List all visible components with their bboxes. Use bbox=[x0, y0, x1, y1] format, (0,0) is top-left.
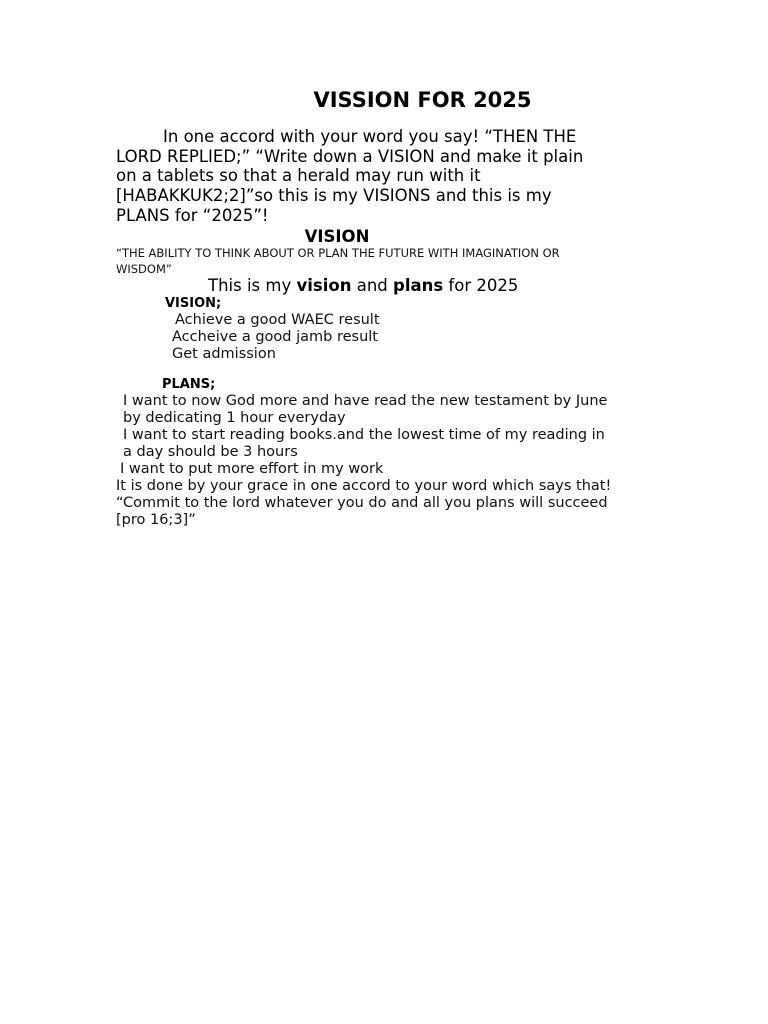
vision-definition bbox=[116, 246, 656, 277]
vision-list-label: VISION; bbox=[165, 296, 222, 311]
statement-plans-word: plans bbox=[393, 276, 444, 295]
plan-line: a day should be 3 hours bbox=[123, 444, 298, 460]
statement-text: and bbox=[351, 276, 394, 295]
plan-line: by dedicating 1 hour everyday bbox=[123, 410, 346, 426]
vision-heading: VISION bbox=[304, 227, 370, 246]
statement-text: for 2025 bbox=[443, 276, 519, 295]
vision-item: Get admission bbox=[172, 346, 276, 362]
intro-line: In one accord with your word you say! “THEN THE bbox=[163, 127, 577, 146]
vision-plans-statement bbox=[208, 276, 518, 296]
intro-line: [HABAKKUK2;2]”so this is my VISIONS and this is my bbox=[116, 186, 552, 206]
intro-line: LORD REPLIED;” “Write down a VISION and make it plain bbox=[116, 146, 584, 166]
plan-line: I want to put more effort in my work bbox=[120, 461, 384, 477]
statement-text: This is my bbox=[208, 276, 297, 295]
intro-line: on a tablets so that a herald may run with it bbox=[116, 166, 481, 186]
definition-line: “THE ABILITY TO THINK ABOUT OR PLAN THE FUTURE WITH IMAGINATION OR bbox=[116, 246, 560, 260]
vision-item: Achieve a good WAEC result bbox=[175, 312, 380, 328]
definition-line: WISDOM” bbox=[116, 261, 172, 276]
document-title: VISSION FOR 2025 bbox=[313, 88, 532, 112]
plans-list-label: PLANS; bbox=[162, 377, 216, 392]
intro-paragraph bbox=[116, 127, 656, 226]
closing-line: [pro 16;3]” bbox=[116, 512, 196, 528]
statement-vision-word: vision bbox=[296, 276, 352, 295]
plan-line: I want to start reading books.and the lowest time of my reading in bbox=[123, 427, 605, 443]
vision-item: Accheive a good jamb result bbox=[172, 329, 378, 345]
intro-line: PLANS for “2025”! bbox=[116, 205, 269, 225]
closing-line: It is done by your grace in one accord to your word which says that! bbox=[116, 478, 612, 494]
closing-line: “Commit to the lord whatever you do and all you plans will succeed bbox=[116, 495, 608, 511]
plan-line: I want to now God more and have read the new testament by June bbox=[123, 393, 608, 409]
